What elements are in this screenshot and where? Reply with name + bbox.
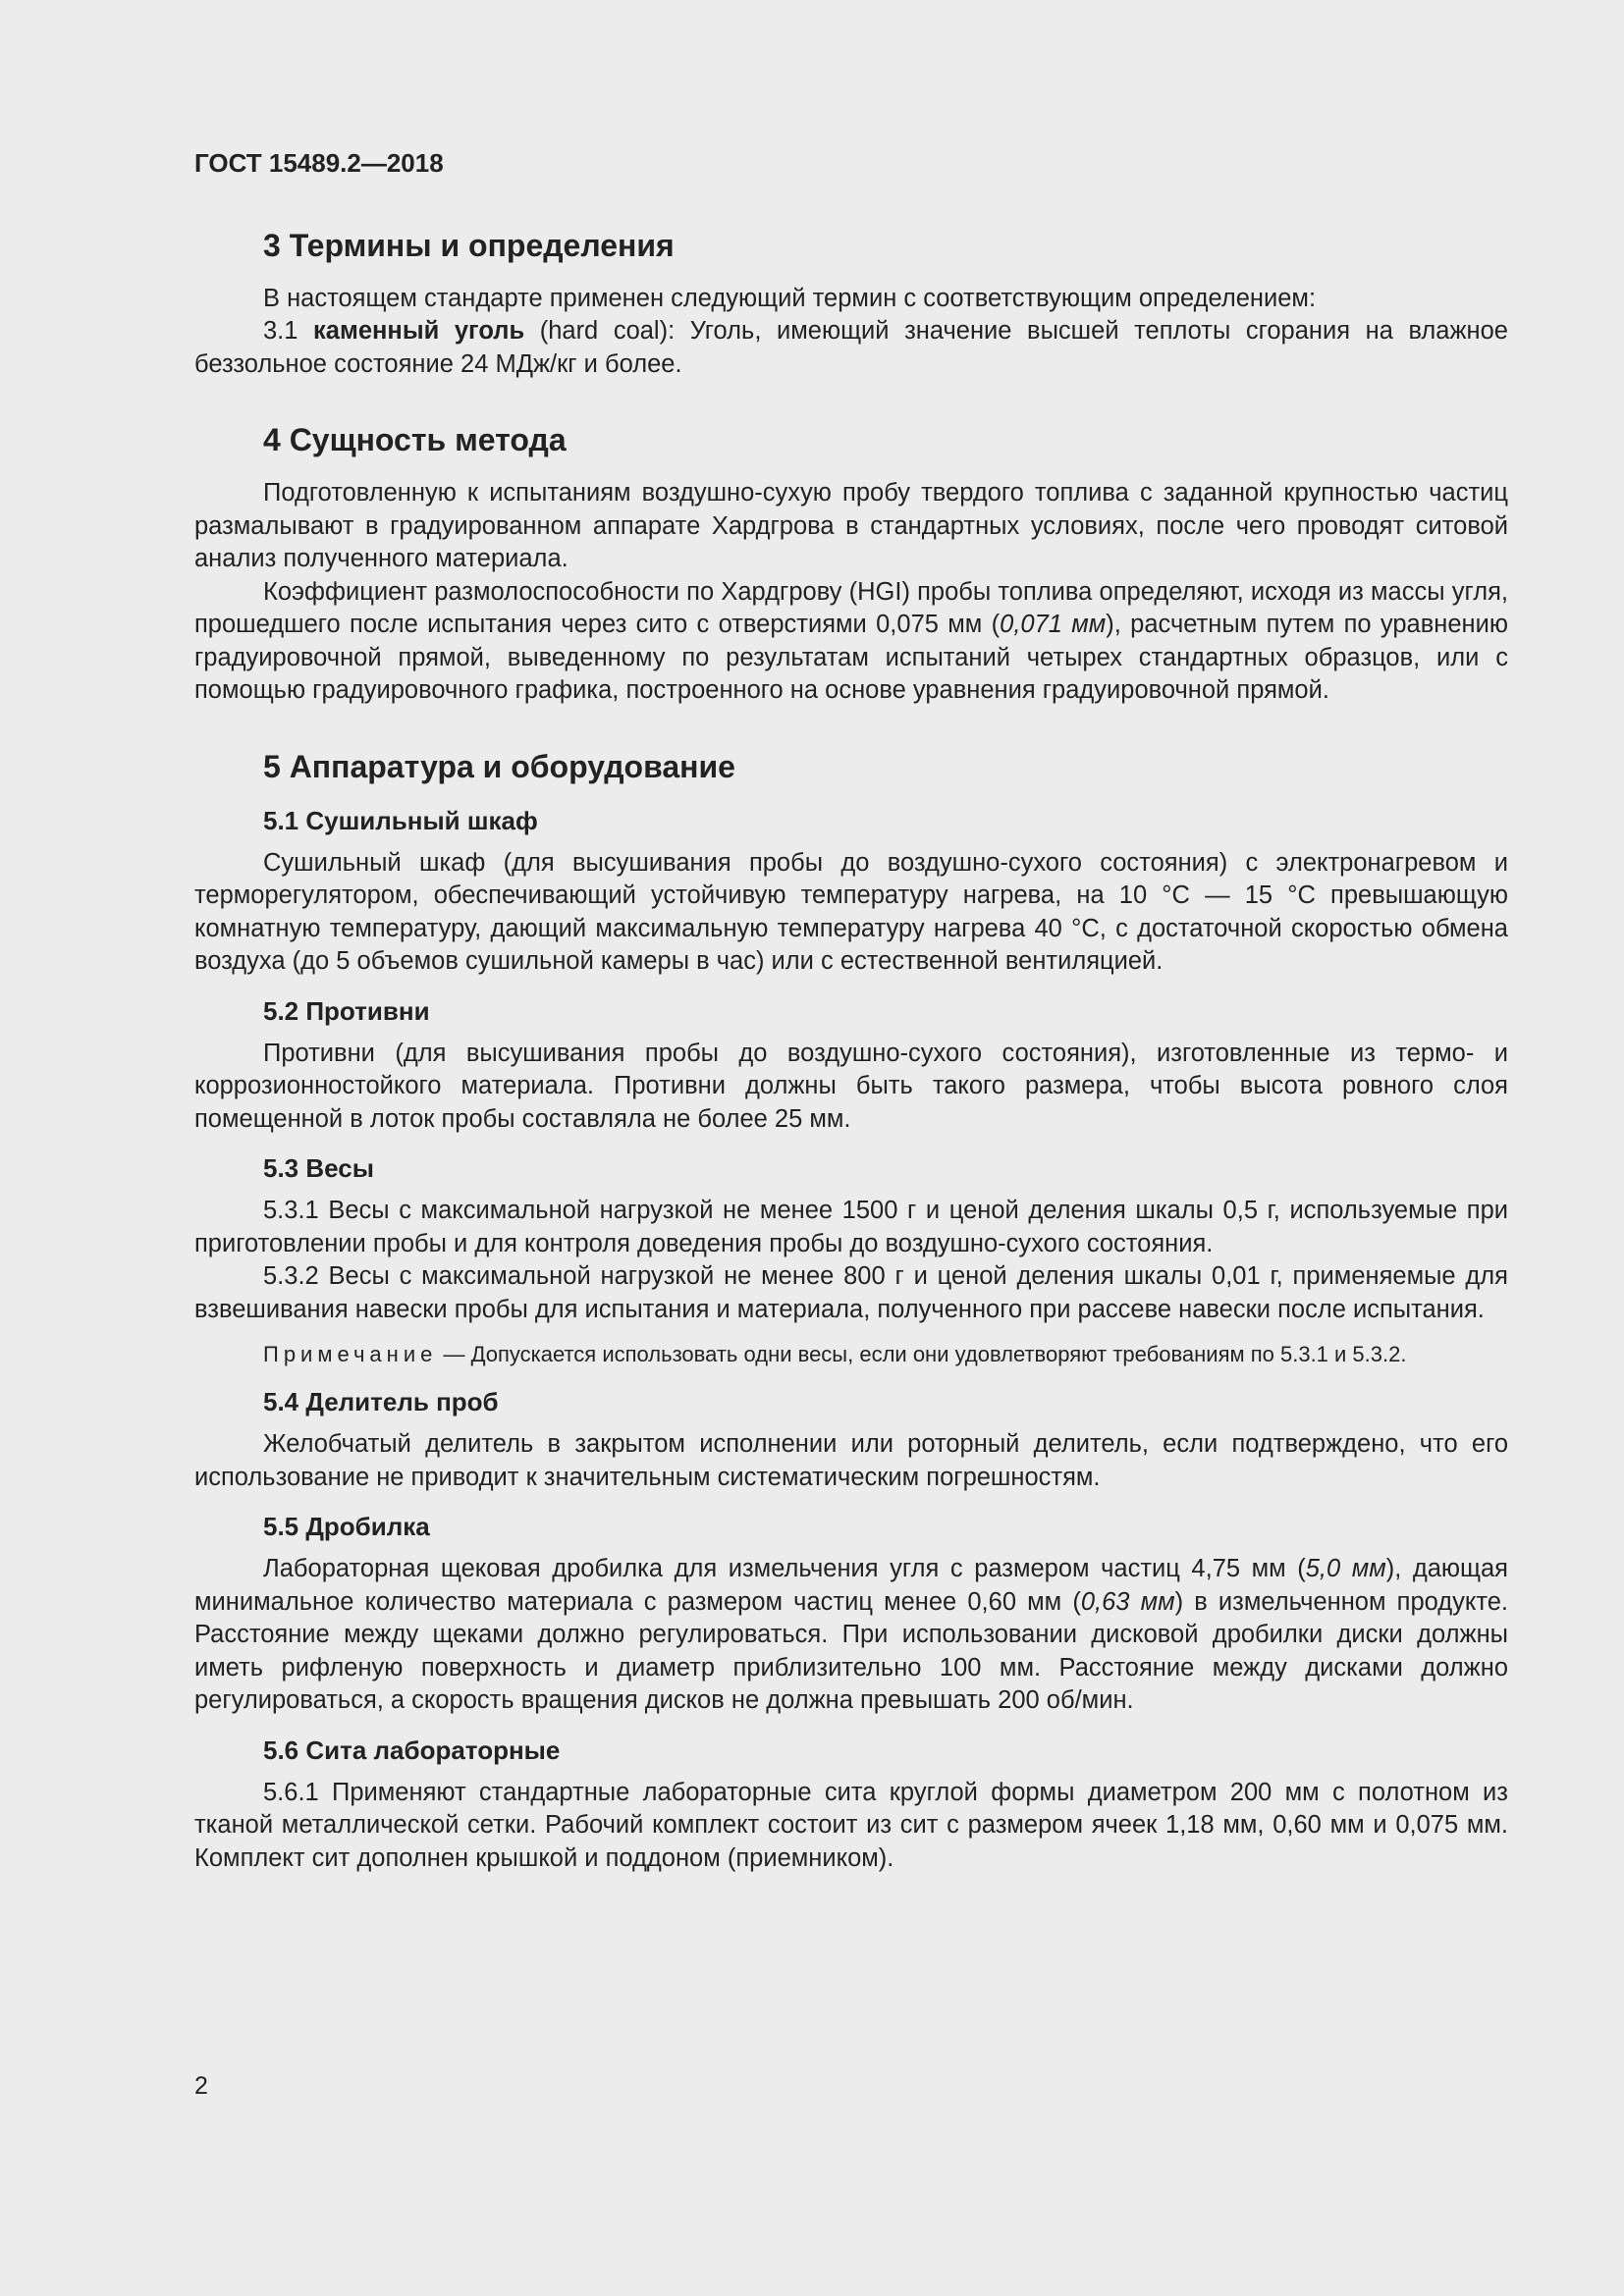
subsection-5-1-text: Сушильный шкаф (для высушивания пробы до воздушно-сухого состояния) с электронагревом и терморегулятором, обеспечивающий устойчивую температуру нагрева, на 10 °С — 15 °С превышающую комнатную температуру, дающий максимальную температуру нагрева 40 °С, с достаточной скоростью обмена воздуха (до 5 объемов сушильной камеры в час) или с естественной вентиляцией. xyxy=(194,848,1508,975)
page-number: 2 xyxy=(194,2072,208,2100)
subsection-5-2-text: Противни (для высушивания пробы до воздушно-сухого состояния), изготовленные из термо- и коррозионностойкого материала. Противни должны быть такого размера, чтобы высота ровного слоя помещенной в лоток пробы составляла не более 25 мм. xyxy=(194,1039,1508,1133)
standard-number: ГОСТ 15489.2—2018 xyxy=(194,148,444,178)
subsection-5-4-title: 5.4 Делитель проб xyxy=(263,1387,499,1416)
note-text: — Допускается использовать одни весы, если они удовлетворяют требованиям по 5.3.1 и 5.3.2. xyxy=(437,1342,1407,1366)
clause-5-3-2: 5.3.2 Весы с максимальной нагрузкой не менее 800 г и ценой деления шкалы 0,01 г, применяемые для взвешивания навески пробы для испытания и материала, полученного при рассеве навески после испытания. xyxy=(194,1262,1508,1323)
para-italic: 5,0 мм xyxy=(1305,1555,1386,1582)
section-3 xyxy=(194,226,1508,382)
para-text: Лабораторная щековая дробилка для измельчения угля с размером частиц 4,75 мм ( xyxy=(263,1555,1306,1582)
note xyxy=(194,1340,1508,1369)
subsection-5-5-title: 5.5 Дробилка xyxy=(263,1512,430,1541)
definition-term: каменный уголь xyxy=(313,317,525,345)
definition-text: (hard coal): Уголь, имеющий значение высшей теплоты сгорания на влажное беззольное состояние 24 МДж/кг и более. xyxy=(194,317,1508,378)
definition-3-1 xyxy=(194,315,1508,381)
section-4-para-1: Подготовленную к испытаниям воздушно-сухую пробу твердого топлива с заданной крупностью частиц размалывают в градуированном аппарате Хардгрова в стандартных условиях, после чего проводят ситовой анализ полученного материала. xyxy=(194,479,1508,572)
section-3-intro: В настоящем стандарте применен следующий термин с соответствующим определением: xyxy=(263,284,1317,312)
section-5 xyxy=(194,747,1508,1876)
para-text: ), дающая минимальное количество материала с размером частиц менее 0,60 мм ( xyxy=(194,1555,1508,1616)
para-italic: 0,63 мм xyxy=(1080,1587,1175,1616)
subsection-5-5-text xyxy=(194,1553,1508,1718)
definition-number: 3.1 xyxy=(263,317,314,345)
section-4 xyxy=(194,420,1508,708)
note-label: Примечание xyxy=(263,1342,438,1366)
subsection-5-2-title: 5.2 Противни xyxy=(263,995,430,1026)
subsection-5-1-title: 5.1 Сушильный шкаф xyxy=(263,805,538,835)
clause-5-3-1: 5.3.1 Весы с максимальной нагрузкой не менее 1500 г и ценой деления шкалы 0,5 г, используемые при приготовлении пробы и для контроля доведения пробы до воздушно-сухого состояния. xyxy=(194,1197,1508,1257)
subsection-5-3-title: 5.3 Весы xyxy=(263,1153,374,1183)
para-italic: 0,071 мм xyxy=(1000,611,1107,638)
subsection-5-4-text: Желобчатый делитель в закрытом исполнении или роторный делитель, если подтверждено, что его использование не приводит к значительным систематическим погрешностям. xyxy=(194,1430,1508,1491)
subsection-5-6-title: 5.6 Сита лабораторные xyxy=(263,1735,561,1765)
para-text: Коэффициент размолоспособности по Хардгрову (HGI) пробы топлива определяют, исходя из массы угля, прошедшего после испытания через сито с отверстиями 0,075 мм ( xyxy=(194,577,1508,638)
para-text: ) в измельченном продукте. Расстояние между щеками должно регулироваться. При использовании дисковой дробилки диски должны иметь рифленую поверхность и диаметр приблизительно 100 мм. Расстояние между дисками должно регулироваться, а скорость вращения дисков не должна превышать 200 об/мин. xyxy=(194,1587,1509,1714)
section-4-title: 4 Сущность метода xyxy=(263,422,567,457)
para-text: ), расчетным путем по уравнению градуировочной прямой, выведенному по результатам испытаний четырех стандартных образцов, или с помощью градуировочного графика, построенного на основе уравнения градуировочной прямой. xyxy=(194,611,1508,704)
page-content xyxy=(194,147,1508,1875)
section-4-para-2 xyxy=(194,576,1508,708)
section-5-title: 5 Аппаратура и оборудование xyxy=(263,748,735,784)
section-3-title: 3 Термины и определения xyxy=(263,227,675,263)
clause-5-6-1: 5.6.1 Применяют стандартные лабораторные сита круглой формы диаметром 200 мм с полотном из тканой металлической сетки. Рабочий комплект состоит из сит с размером ячеек 1,18 мм, 0,60 мм и 0,075 мм. Комплект сит дополнен крышкой и поддоном (приемником). xyxy=(194,1778,1508,1872)
